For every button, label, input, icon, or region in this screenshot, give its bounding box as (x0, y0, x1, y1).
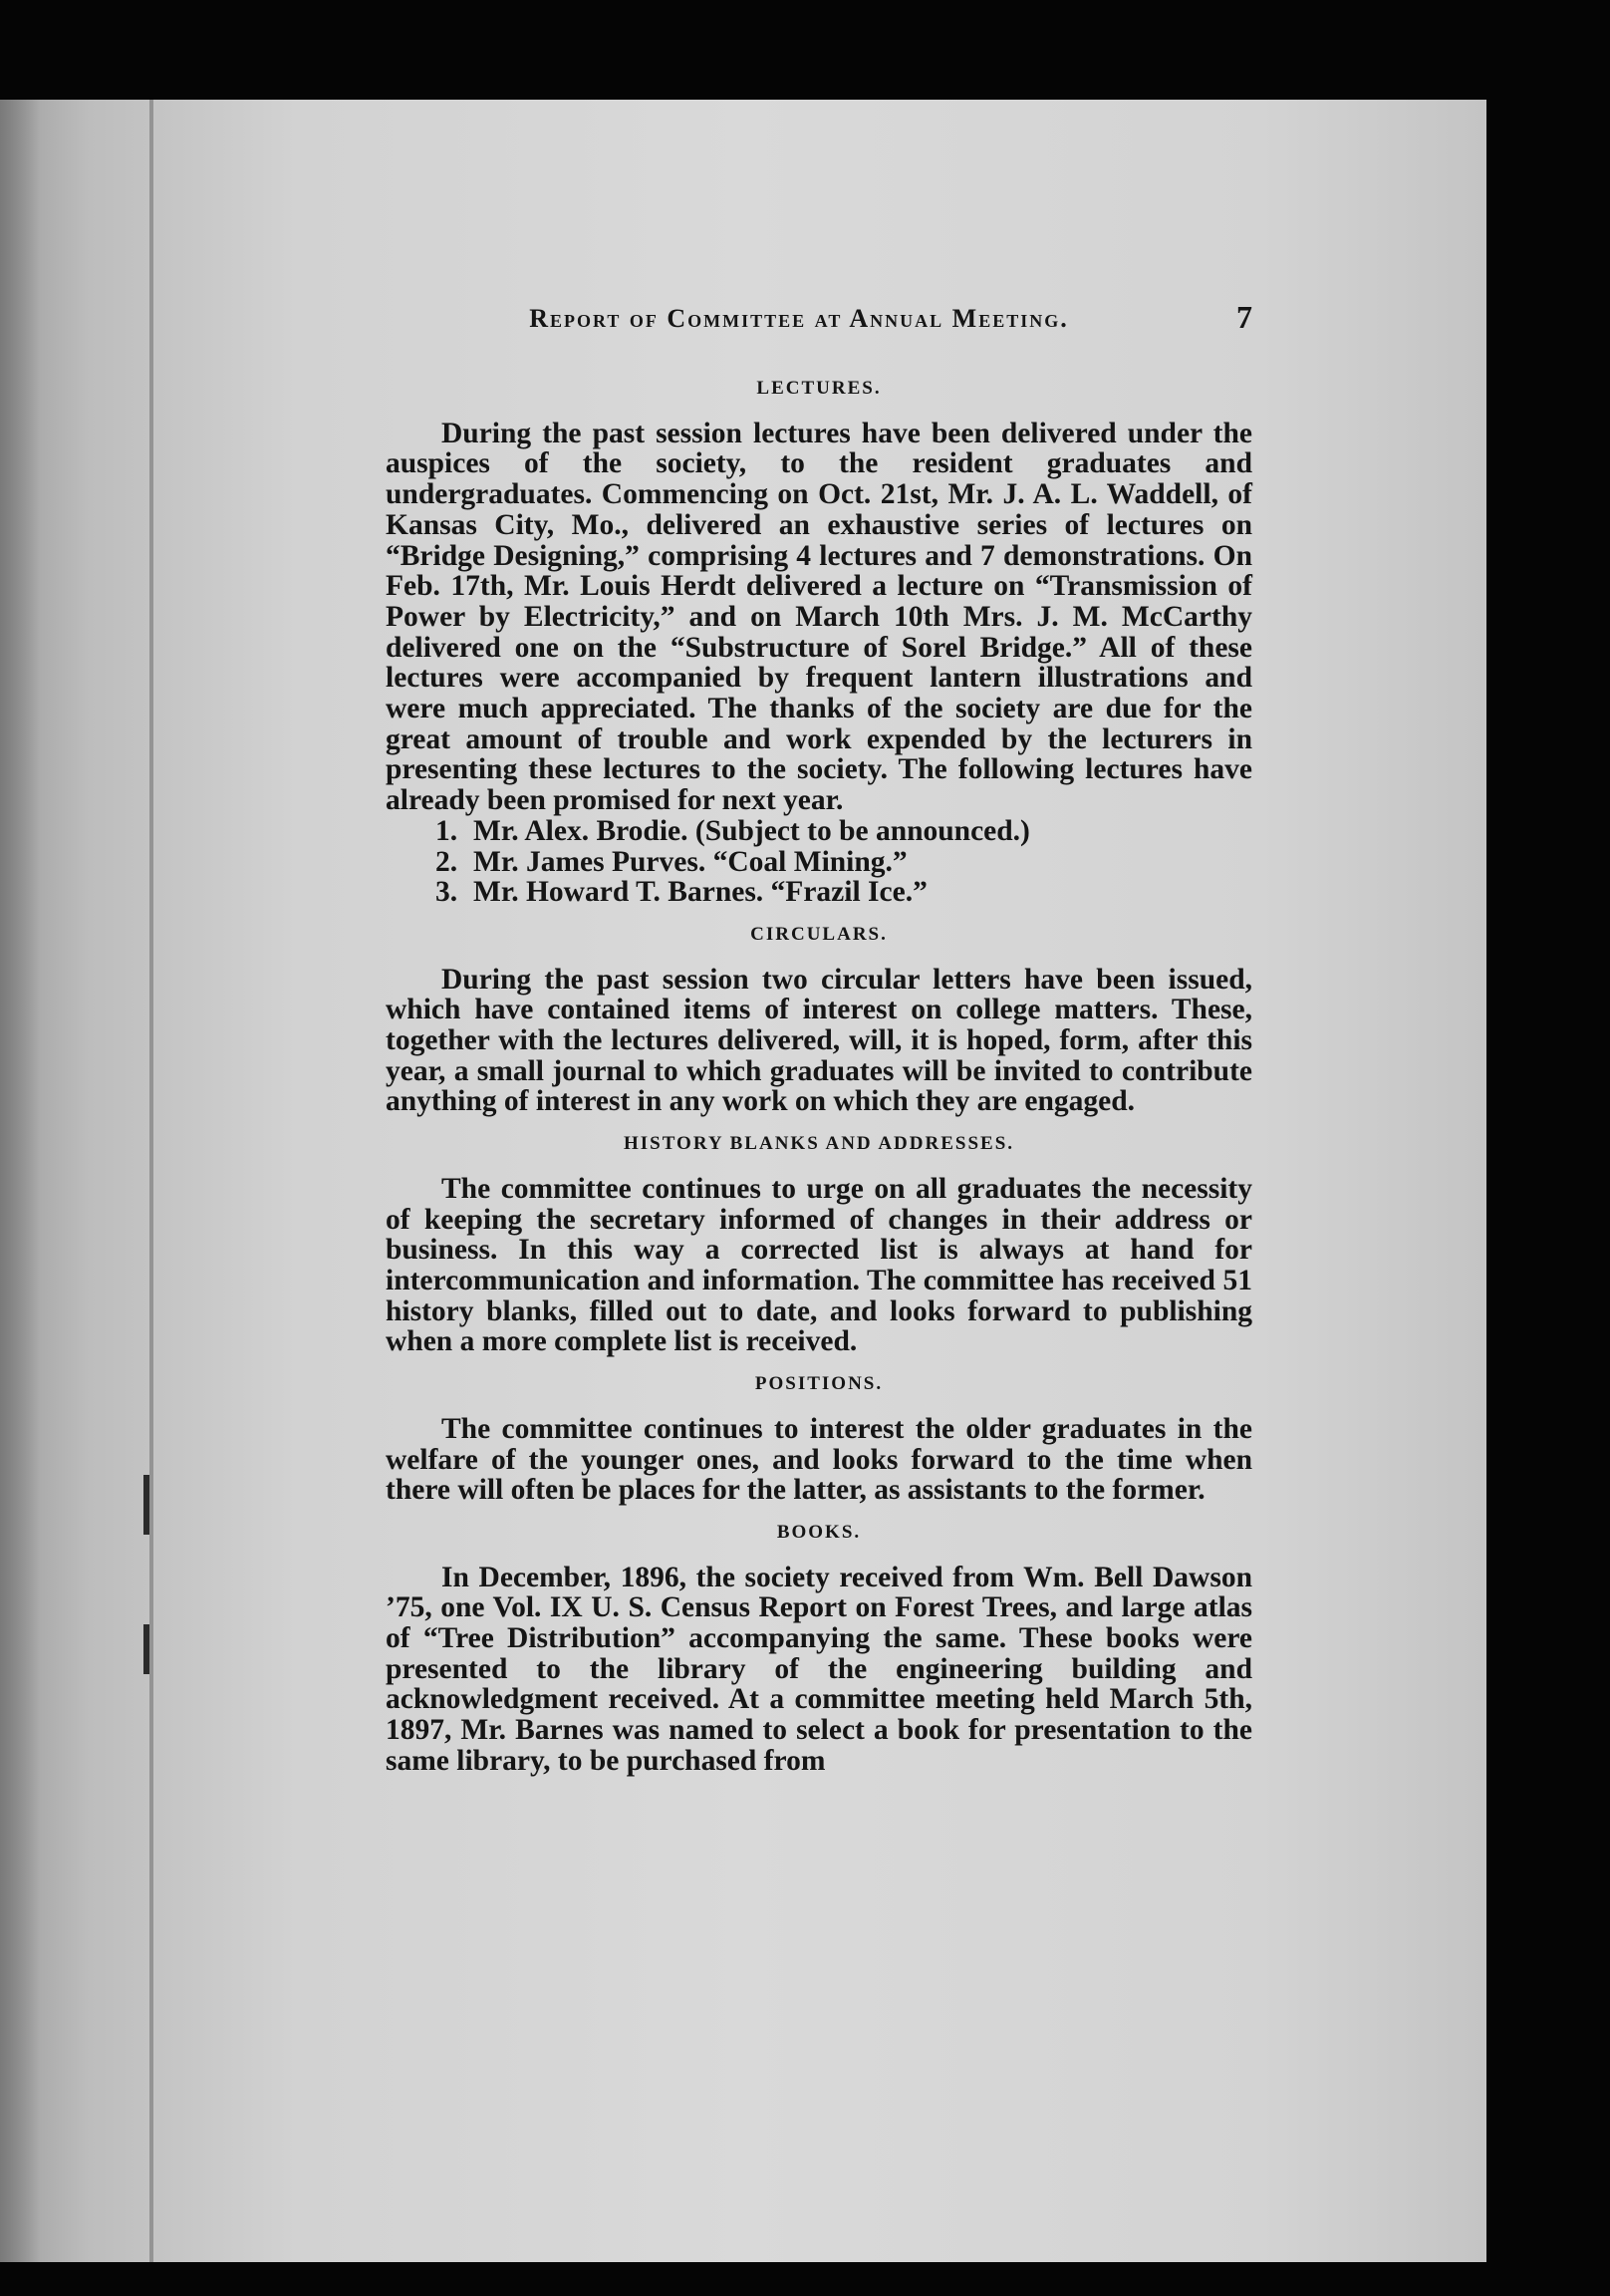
list-item-number: 1. (435, 814, 458, 847)
list-item-text: Mr. James Purves. “Coal Mining.” (473, 845, 908, 878)
section-heading-lectures: LECTURES. (756, 378, 882, 399)
books-paragraph: In December, 1896, the society received from Wm. Bell Dawson ’75, one Vol. IX U. S. Census Report on Forest Trees, and large atlas of “Tree Distribution” accompanying the same. These books were presented to the library of the engineering building and acknowledgment received. At a committee meeting held March 5th, 1897, Mr. Barnes was named to select a book for presentation to the same library, to be purchased from (386, 1561, 1252, 1777)
lecture-list (386, 816, 1252, 908)
list-item (435, 816, 1252, 847)
scanned-page (0, 100, 1486, 2262)
page-text (386, 299, 1252, 1777)
page-number: 7 (1236, 299, 1252, 335)
circulars-paragraph: During the past session two circular letters have been issued, which have contained items of interest on college matters. These, together with the lectures delivered, will, it is hoped, form, after this year, a small journal to which graduates will be invited to contribute anything of interest in any work on which they are engaged. (386, 963, 1252, 1118)
margin-mark (143, 1624, 149, 1674)
section-heading-books: BOOKS. (776, 1521, 862, 1543)
binding-margin-line (149, 100, 153, 2262)
list-item (435, 847, 1252, 878)
lectures-paragraph: During the past session lectures have been delivered under the auspices of the society, to the resident graduates and undergraduates. Commencing on Oct. 21st, Mr. J. A. L. Waddell, of Kansas City, Mo., delivered an exhaustive series of lectures on “Bridge Designing,” comprising 4 lectures and 7 demonstrations. On Feb. 17th, Mr. Louis Herdt delivered a lecture on “Transmission of Power by Electricity,” and on March 10th Mrs. J. M. McCarthy delivered one on the “Substructure of Sorel Bridge.” All of these lectures were accompanied by frequent lantern illustrations and were much appreciated. The thanks of the society are due for the great amount of trouble and work expended by the lecturers in presenting these lectures to the society. The following lectures have already been promised for next year. (386, 417, 1252, 817)
positions-paragraph: The committee continues to interest the older graduates in the welfare of the younger ones, and looks forward to the time when there will often be places for the latter, as assistants to the former. (386, 1412, 1252, 1507)
list-item-number: 2. (435, 845, 458, 878)
margin-mark (143, 1475, 149, 1535)
running-head (386, 299, 1252, 362)
running-head-title: Report of Committee at Annual Meeting. (529, 304, 1069, 333)
section-heading-history-blanks: HISTORY BLANKS AND ADDRESSES. (623, 1133, 1015, 1155)
page-edge-shadow (0, 100, 40, 2262)
list-item-text: Mr. Howard T. Barnes. “Frazil Ice.” (473, 876, 928, 909)
list-item-number: 3. (435, 876, 458, 909)
section-heading-circulars: CIRCULARS. (750, 923, 888, 945)
section-heading-positions: POSITIONS. (754, 1373, 884, 1395)
history-blanks-paragraph: The committee continues to urge on all graduates the necessity of keeping the secretary informed of changes in their address or business. In this way a corrected list is always at hand for intercommunication and information. The committee has received 51 history blanks, filled out to date, and looks forward to publishing when a more complete list is received. (386, 1172, 1252, 1358)
list-item-text: Mr. Alex. Brodie. (Subject to be announced.) (473, 814, 1030, 847)
list-item (435, 877, 1252, 908)
